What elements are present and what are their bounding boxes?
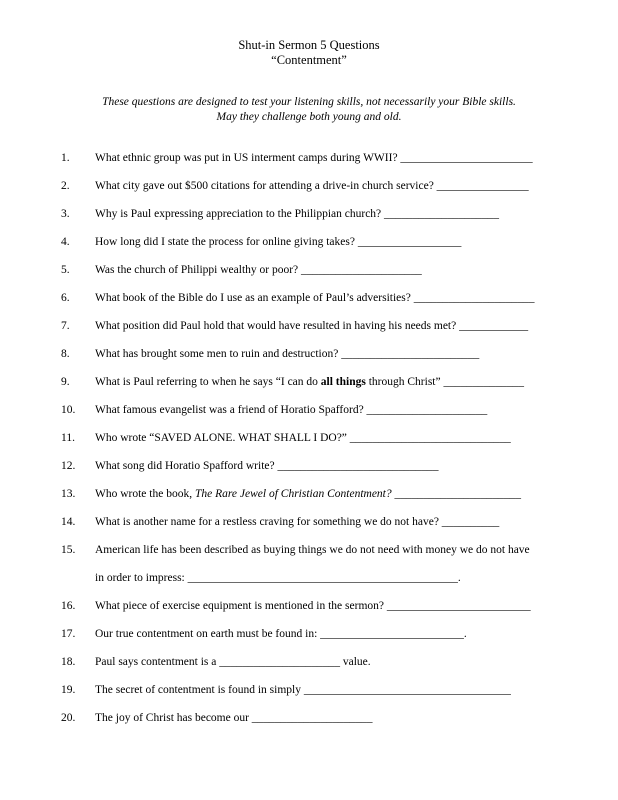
question-number: 9. [61, 376, 70, 388]
intro-line-1: These questions are designed to test your listening skills, not necessarily your Bible skills. [102, 96, 516, 108]
question-text: Who wrote “SAVED ALONE. WHAT SHALL I DO?” ____________________________ [95, 432, 511, 444]
question-number: 14. [61, 516, 76, 528]
question-text: What has brought some men to ruin and destruction? ________________________ [95, 348, 480, 360]
question-text: What position did Paul hold that would have resulted in having his needs met? ____________ [95, 320, 529, 332]
question-text: How long did I state the process for online giving takes? __________________ [95, 236, 462, 248]
page-title: Shut-in Sermon 5 Questions [238, 38, 380, 52]
book-title: The Rare Jewel of Christian Contentment? [194, 488, 392, 500]
intro-line-2: May they challenge both young and old. [216, 111, 402, 123]
question-text: The secret of contentment is found in simply ____________________________________ [95, 684, 511, 696]
question-number: 17. [61, 628, 76, 640]
question-text-before: What is Paul referring to when he says “I can do [95, 376, 321, 388]
question-text: What ethnic group was put in US interment camps during WWII? _______________________ [95, 152, 533, 164]
question-number: 6. [61, 292, 70, 304]
question-number: 7. [61, 320, 70, 332]
question-text: What is another name for a restless craving for something we do not have? __________ [95, 516, 500, 528]
question-text: American life has been described as buying things we do not need with money we do not have [95, 544, 530, 556]
question-text [95, 487, 521, 501]
question-text: What famous evangelist was a friend of Horatio Spafford? _____________________ [95, 404, 488, 416]
question-text-continued: in order to impress: _______________________________________________. [95, 572, 461, 584]
question-number: 3. [61, 208, 70, 220]
page-subtitle: “Contentment” [271, 53, 347, 67]
question-text [95, 375, 524, 389]
question-text: What piece of exercise equipment is mentioned in the sermon? _________________________ [95, 600, 531, 612]
question-number: 5. [61, 264, 70, 276]
question-text: The joy of Christ has become our _____________________ [95, 712, 373, 724]
question-text: Why is Paul expressing appreciation to the Philippian church? ____________________ [95, 208, 500, 220]
question-number: 15. [61, 544, 76, 556]
question-number: 1. [61, 152, 70, 164]
question-number: 12. [61, 460, 76, 472]
question-number: 11. [61, 432, 75, 444]
question-number: 18. [61, 656, 76, 668]
question-text: Paul says contentment is a _____________________ value. [95, 656, 371, 668]
question-text: What song did Horatio Spafford write? ____________________________ [95, 460, 439, 472]
question-number: 4. [61, 236, 70, 248]
question-text: What city gave out $500 citations for attending a drive-in church service? ________________ [95, 180, 529, 192]
question-text: Our true contentment on earth must be found in: _________________________. [95, 628, 467, 640]
question-number: 16. [61, 600, 76, 612]
question-text-after: ______________________ [391, 488, 521, 500]
question-number: 2. [61, 180, 70, 192]
question-number: 8. [61, 348, 70, 360]
question-number: 20. [61, 712, 76, 724]
question-text-after: through Christ” ______________ [365, 376, 524, 388]
question-number: 19. [61, 684, 76, 696]
question-bold-phrase: all things [320, 376, 366, 388]
question-number: 10. [61, 404, 76, 416]
question-number: 13. [61, 488, 76, 500]
question-text: What book of the Bible do I use as an example of Paul’s adversities? _____________________ [95, 292, 535, 304]
question-text-before: Who wrote the book, [95, 488, 195, 500]
question-text: Was the church of Philippi wealthy or poor? _____________________ [95, 264, 422, 276]
